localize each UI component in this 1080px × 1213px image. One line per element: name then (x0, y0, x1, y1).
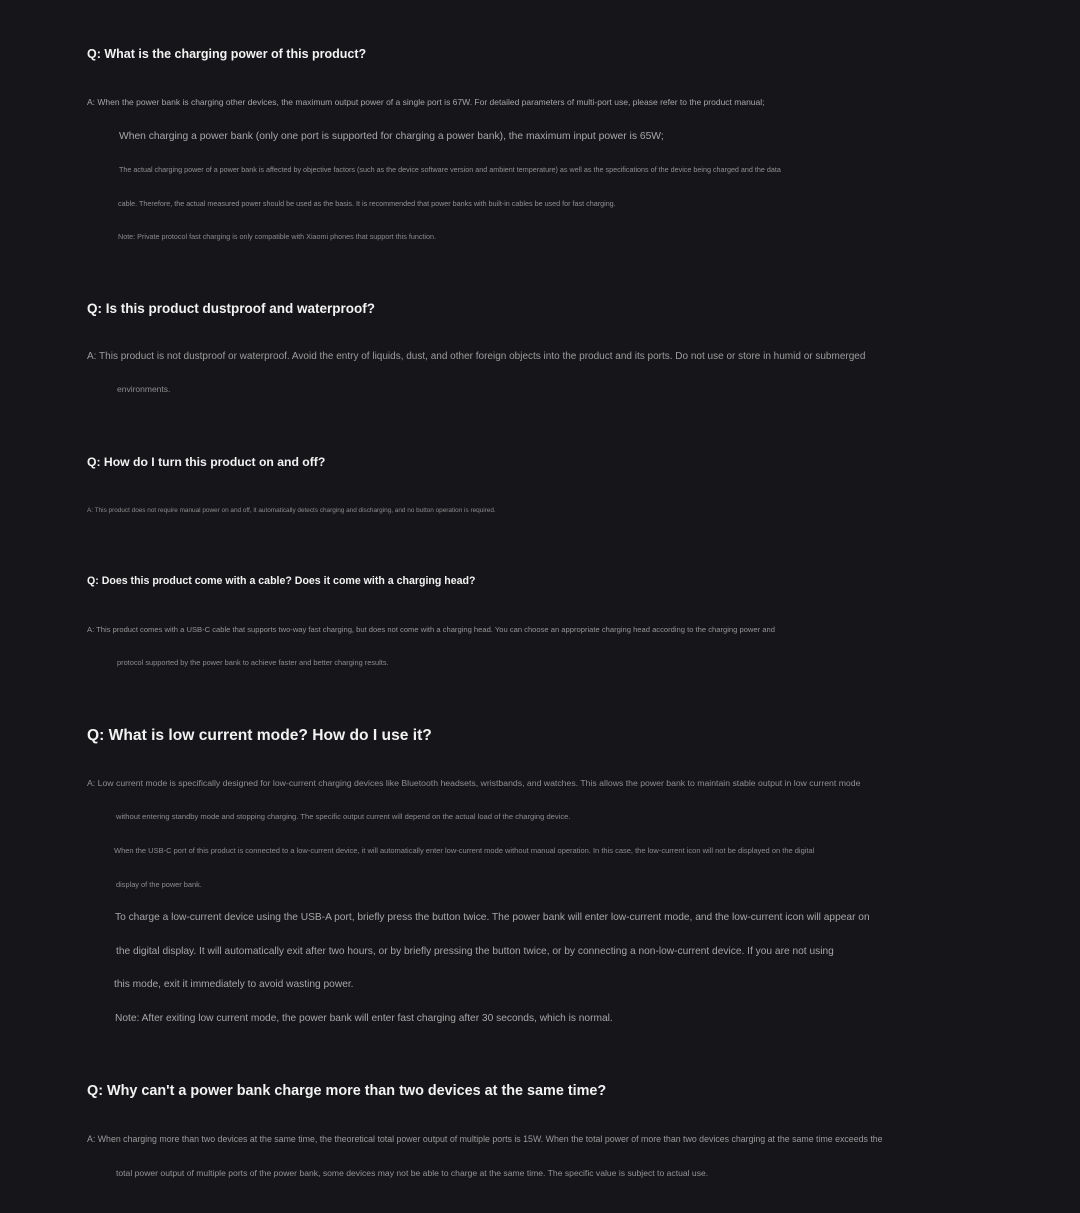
faq-answer-line: protocol supported by the power bank to achieve faster and better charging results. (117, 658, 389, 667)
faq-question-charging-power: Q: What is the charging power of this product? (87, 47, 367, 61)
faq-answer-line: A: When charging more than two devices at the same time, the theoretical total power output of multiple ports is 15W. When the total power of more than two devices charging at the same time exceeds the (87, 1134, 883, 1144)
faq-answer-line: display of the power bank. (116, 880, 202, 889)
faq-answer-line: The actual charging power of a power bank is affected by objective factors (such as the device software version and ambient temperature) as well as the specifications of the device being charged and the data (119, 165, 781, 174)
faq-answer-line: When charging a power bank (only one port is supported for charging a power bank), the maximum input power is 65W; (119, 131, 664, 142)
faq-question-power-on-off: Q: How do I turn this product on and off? (87, 455, 326, 469)
faq-answer-line: A: When the power bank is charging other devices, the maximum output power of a single port is 67W. For detailed parameters of multi-port use, please refer to the product manual; (87, 97, 765, 107)
faq-answer-line: the digital display. It will automatically exit after two hours, or by briefly pressing the button twice, or by connecting a non-low-current device. If you are not using (116, 946, 834, 957)
faq-question-dustproof-waterproof: Q: Is this product dustproof and waterproof? (87, 301, 375, 316)
faq-answer-line: A: This product comes with a USB-C cable that supports two-way fast charging, but does not come with a charging head. You can choose an appropriate charging head according to the charging power and (87, 625, 775, 634)
faq-question-cable-charging-head: Q: Does this product come with a cable? Does it come with a charging head? (87, 575, 476, 587)
faq-answer-line: Note: Private protocol fast charging is only compatible with Xiaomi phones that support this function. (118, 232, 437, 241)
faq-answer-line: cable. Therefore, the actual measured power should be used as the basis. It is recommended that power banks with built-in cables be used for fast charging. (118, 199, 616, 208)
faq-answer-line: To charge a low-current device using the USB-A port, briefly press the button twice. The power bank will enter low-current mode, and the low-current icon will appear on (115, 912, 870, 923)
faq-question-low-current-mode: Q: What is low current mode? How do I use it? (87, 727, 432, 744)
faq-answer-line: total power output of multiple ports of the power bank, some devices may not be able to charge at the same time. The specific value is subject to actual use. (116, 1168, 709, 1178)
faq-answer-line: A: Low current mode is specifically designed for low-current charging devices like Bluetooth headsets, wristbands, and watches. This allows the power bank to maintain stable output in low current mode (87, 778, 861, 788)
faq-answer-line: A: This product does not require manual power on and off, it automatically detects charging and discharging, and no button operation is required. (87, 507, 496, 514)
faq-answer-line: Note: After exiting low current mode, the power bank will enter fast charging after 30 seconds, which is normal. (115, 1013, 613, 1024)
faq-question-multi-device-charging: Q: Why can't a power bank charge more than two devices at the same time? (87, 1083, 607, 1099)
faq-answer-line: A: This product is not dustproof or waterproof. Avoid the entry of liquids, dust, and other foreign objects into the product and its ports. Do not use or store in humid or submerged (87, 351, 866, 362)
faq-answer-line: without entering standby mode and stopping charging. The specific output current will depend on the actual load of the charging device. (116, 812, 571, 821)
faq-answer-line: environments. (117, 384, 171, 394)
faq-answer-line: this mode, exit it immediately to avoid wasting power. (114, 979, 354, 990)
faq-answer-line: When the USB-C port of this product is connected to a low-current device, it will automatically enter low-current mode without manual operation. In this case, the low-current icon will not be displayed on the digital (114, 846, 815, 855)
